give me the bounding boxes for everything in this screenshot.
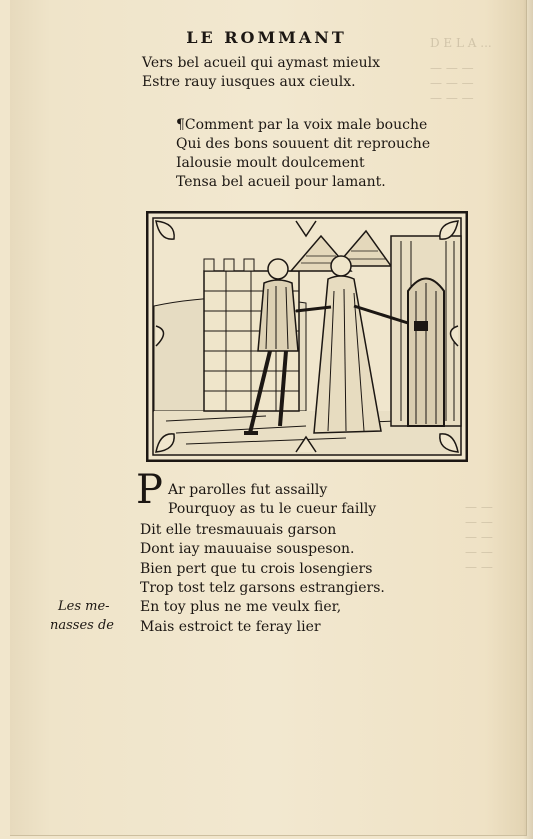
verse-line: Vers bel acueil qui aymast mieulx [142, 55, 380, 71]
woodcut-illustration [146, 211, 468, 462]
rubric-line: Qui des bons souuent dit reprouche [176, 136, 431, 152]
verse-line: Mais estroict te feray lier [140, 619, 321, 635]
verse-line: Pourquoy as tu le cueur failly [168, 501, 377, 517]
verse-line: Dont iay mauuaise souspeson. [140, 541, 355, 557]
marginal-note: nasses de [50, 618, 114, 633]
marginal-note: Les me- [58, 599, 110, 614]
rubric-line: Tensa bel acueil pour lamant. [176, 174, 386, 190]
verse-line: Dit elle tresmauuais garson [140, 522, 337, 538]
running-head: LE ROMMANT [186, 28, 347, 47]
verse-line: Estre rauy iusques aux cieulx. [142, 74, 356, 90]
rubric-line: Ialousie moult doulcement [176, 155, 365, 171]
verse-line: Trop tost telz garsons estrangiers. [140, 580, 385, 596]
page-edge-shadow [523, 0, 533, 839]
verse-line: Ar parolles fut assailly [168, 482, 328, 498]
drop-cap: P [136, 467, 163, 513]
show-through-text-lower: — — — — — — — — — — [465, 500, 493, 574]
verse-line: En toy plus ne me veulx fier, [140, 599, 342, 615]
rubric-line: ¶Comment par la voix male bouche [176, 117, 428, 133]
show-through-text: D E L A ... — — — — — — — — — [430, 36, 492, 105]
verse-line: Bien pert que tu crois losengiers [140, 561, 373, 577]
